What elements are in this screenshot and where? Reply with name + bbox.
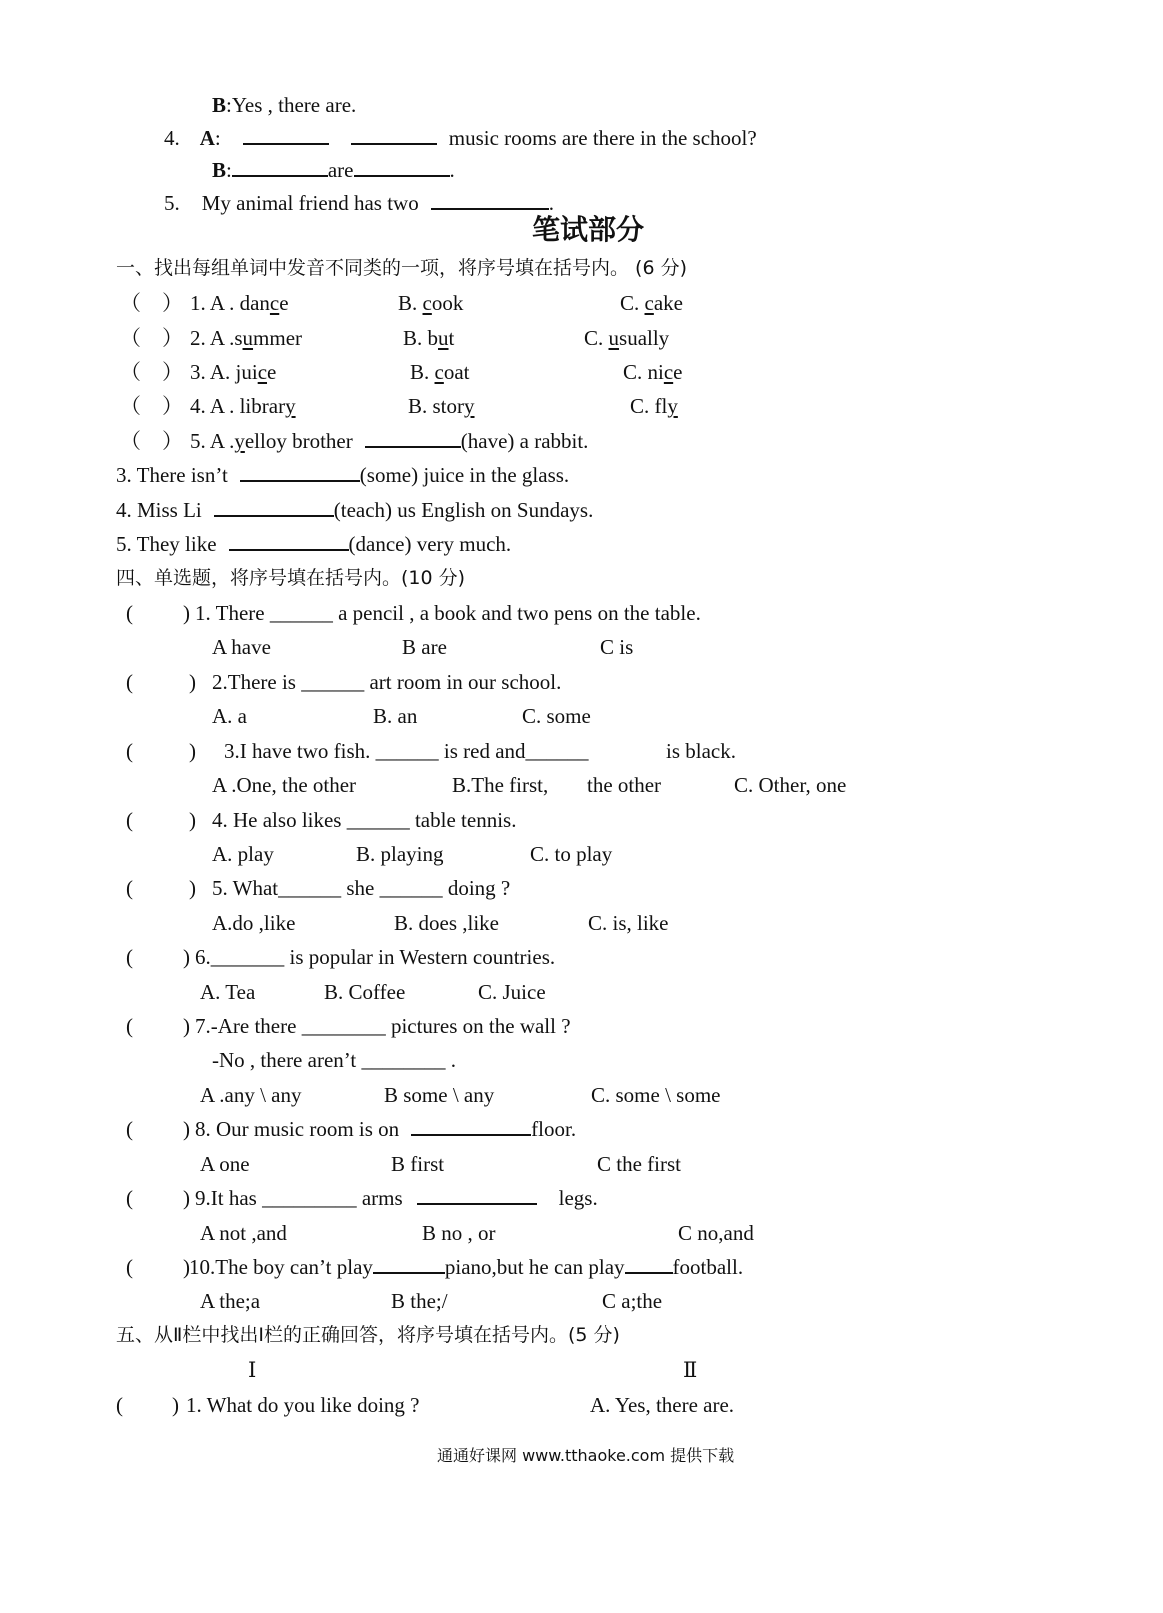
q3-bracket-close: ): [189, 739, 196, 763]
question-number: 4.: [164, 126, 180, 150]
q8-tail: floor.: [531, 1117, 577, 1141]
option-text: (have) a rabbit.: [460, 429, 589, 453]
phonics-item-4: [120, 396, 183, 417]
q6-option-b[interactable]: B. Coffee: [324, 980, 406, 1004]
fill-line-4: [116, 500, 593, 521]
fill-text: 3. There isn’t: [116, 463, 228, 487]
phonics-1-option-c: [620, 293, 683, 314]
q4-bracket-open[interactable]: (: [126, 808, 133, 832]
q2-bracket-close: ): [189, 670, 196, 694]
option-text: 4. A . librar: [190, 394, 286, 418]
q5-option-b[interactable]: B. does ,like: [394, 911, 499, 935]
q8-bracket-close: ): [183, 1117, 190, 1141]
option-text: 3. A. jui: [190, 360, 258, 384]
q6-option-a[interactable]: A. Tea: [200, 980, 256, 1004]
speaker-b: B: [212, 158, 227, 182]
section-title: 笔试部分: [532, 213, 645, 246]
option-text: C.: [620, 291, 645, 315]
q6-bracket-close: ): [183, 945, 190, 969]
q10-blank-2[interactable]: [625, 1271, 673, 1274]
q3-option-c[interactable]: C. Other, one: [734, 773, 847, 797]
option-text: 1. A . dan: [190, 291, 270, 315]
match-answer-a: A. Yes, there are.: [590, 1393, 735, 1417]
underlined-letter: u: [438, 326, 449, 350]
column-1-label: Ⅰ: [248, 1358, 257, 1382]
q9-tail: legs.: [558, 1186, 598, 1210]
q8-option-b[interactable]: B first: [391, 1152, 445, 1176]
q9-stem: 9.It has _________ arms: [195, 1186, 403, 1210]
q4-bracket-close: ): [189, 808, 196, 832]
blank-dance[interactable]: [229, 548, 349, 551]
match-q1-bracket-open[interactable]: (: [116, 1393, 123, 1417]
option-text: 2. A .s: [190, 326, 243, 350]
phonics-4-option-a: [190, 396, 296, 417]
option-text: t: [448, 326, 455, 350]
fill-text: (teach) us English on Sundays.: [333, 498, 594, 522]
q10-bracket-open[interactable]: (: [126, 1255, 133, 1279]
underlined-letter: c: [644, 291, 654, 315]
are-text: are: [327, 158, 354, 182]
underlined-letter: c: [434, 360, 444, 384]
phonics-item-1: [120, 293, 183, 314]
q7-bracket-open[interactable]: (: [126, 1014, 133, 1038]
q8-stem: 8. Our music room is on: [195, 1117, 400, 1141]
phonics-3-option-c: [623, 362, 683, 383]
q7-option-a[interactable]: A .any \ any: [200, 1083, 302, 1107]
q9-line: [195, 1188, 598, 1209]
answer-bracket[interactable]: （ ）: [120, 326, 183, 350]
q2-option-b[interactable]: B. an: [373, 704, 418, 728]
option-text: mmer: [253, 326, 303, 350]
blank-3[interactable]: [232, 174, 328, 177]
q10-line: [189, 1257, 743, 1278]
q2-option-a[interactable]: A. a: [212, 704, 247, 728]
q6-stem: 6._______ is popular in Western countries.: [195, 945, 556, 969]
option-text: C. ni: [623, 360, 664, 384]
q10-option-b[interactable]: B the;/: [391, 1289, 448, 1313]
q5-option-c[interactable]: C. is, like: [588, 911, 669, 935]
underlined-letter: y: [285, 394, 296, 418]
q4-option-a[interactable]: A. play: [212, 842, 274, 866]
fill-line-5: [116, 534, 511, 555]
q1-option-b[interactable]: B are: [402, 635, 447, 659]
phonics-item-2: [120, 328, 183, 349]
q9-option-a[interactable]: A not ,and: [200, 1221, 287, 1245]
option-text: ook: [431, 291, 464, 315]
q7-stem: 7.-Are there ________ pictures on the wall ?: [195, 1014, 571, 1038]
blank-2[interactable]: [351, 142, 437, 145]
underlined-letter: c: [422, 291, 432, 315]
q2-stem: 2.There is ______ art room in our school.: [212, 670, 562, 694]
q2-bracket-open[interactable]: (: [126, 670, 133, 694]
blank-teach[interactable]: [214, 514, 334, 517]
phonics-2-option-b: [403, 328, 454, 349]
fill-text: 5. They like: [116, 532, 217, 556]
q10-stem: 10.The boy can’t play: [189, 1255, 373, 1279]
answer-bracket[interactable]: （ ）: [120, 360, 183, 384]
question-text: My animal friend has two: [201, 191, 419, 215]
blank-4[interactable]: [354, 174, 450, 177]
q1-stem: 1. There ______ a pencil , a book and two pens on the table.: [195, 601, 701, 625]
q1-option-a[interactable]: A have: [212, 635, 271, 659]
q4-stem: 4. He also likes ______ table tennis.: [212, 808, 517, 832]
option-text: C. fl: [630, 394, 668, 418]
q8-blank[interactable]: [411, 1133, 531, 1136]
match-q1-text: 1. What do you like doing ?: [186, 1393, 420, 1417]
answer-bracket[interactable]: （ ）: [120, 291, 183, 315]
q10-bracket-close: ): [183, 1255, 190, 1279]
option-text: ake: [653, 291, 683, 315]
phonics-1-option-a: [190, 293, 289, 314]
q8-line: [195, 1119, 576, 1140]
q8-option-a[interactable]: A one: [200, 1152, 250, 1176]
option-text: B.: [398, 291, 423, 315]
underlined-letter: c: [663, 360, 674, 384]
option-text: e: [673, 360, 683, 384]
q10-blank-1[interactable]: [373, 1271, 445, 1274]
q5-bracket-open[interactable]: (: [126, 876, 133, 900]
q9-bracket-open[interactable]: (: [126, 1186, 133, 1210]
option-text: C.: [584, 326, 609, 350]
blank-have[interactable]: [365, 445, 461, 448]
q9-bracket-close: ): [183, 1186, 190, 1210]
q3-stem: 3.I have two fish. ______ is red and______: [224, 739, 589, 763]
q9-blank[interactable]: [417, 1202, 537, 1205]
section-1-heading: 一、找出每组单词中发音不同类的一项，将序号填在括号内。 (6 分): [116, 257, 687, 279]
option-text: elloy brother: [244, 429, 353, 453]
phonics-2-option-c: [584, 328, 669, 349]
q1-option-c[interactable]: C is: [600, 635, 634, 659]
blank-some[interactable]: [240, 479, 360, 482]
q7-option-c[interactable]: C. some \ some: [591, 1083, 721, 1107]
q7-option-b[interactable]: B some \ any: [384, 1083, 495, 1107]
q6-option-c[interactable]: C. Juice: [478, 980, 546, 1004]
q1-bracket-close: ): [183, 601, 190, 625]
question-5-line: [164, 193, 554, 214]
phonics-4-option-b: [408, 396, 475, 417]
q4-option-c[interactable]: C. to play: [530, 842, 613, 866]
option-text: B. b: [403, 326, 439, 350]
underlined-letter: u: [608, 326, 620, 350]
option-text: B. stor: [408, 394, 465, 418]
q10-option-a[interactable]: A the;a: [200, 1289, 261, 1313]
q4-option-b[interactable]: B. playing: [356, 842, 444, 866]
option-text: e: [267, 360, 277, 384]
q8-bracket-open[interactable]: (: [126, 1117, 133, 1141]
phonics-3-option-a: [190, 362, 276, 383]
column-2-label: Ⅱ: [683, 1358, 698, 1382]
fill-text: 4. Miss Li: [116, 498, 202, 522]
answer-bracket[interactable]: （ ）: [120, 429, 183, 453]
question-4b-line: [212, 160, 455, 181]
speaker-b: B: [212, 93, 227, 117]
fill-text: (some) juice in the glass.: [359, 463, 570, 487]
answer-line-b: [212, 95, 356, 116]
q6-bracket-open[interactable]: (: [126, 945, 133, 969]
option-text: oat: [443, 360, 470, 384]
question-number: 5.: [164, 191, 180, 215]
underlined-letter: y: [234, 429, 245, 453]
underlined-letter: c: [269, 291, 280, 315]
question-text: music rooms are there in the school?: [448, 126, 757, 150]
option-text: B.: [410, 360, 435, 384]
speaker-a: A: [199, 126, 215, 150]
q10-option-c[interactable]: C a;the: [602, 1289, 663, 1313]
q9-option-b[interactable]: B no , or: [422, 1221, 496, 1245]
fill-line-3: [116, 465, 569, 486]
fill-text: (dance) very much.: [348, 532, 512, 556]
phonics-1-option-b: [398, 293, 463, 314]
blank-1[interactable]: [243, 142, 329, 145]
q7-bracket-close: ): [183, 1014, 190, 1038]
period: .: [449, 158, 455, 182]
q5-stem: 5. What______ she ______ doing ?: [212, 876, 511, 900]
phonics-item-5: [120, 431, 183, 452]
phonics-3-option-b: [410, 362, 470, 383]
page-footer: 通通好课网 www.tthaoke.com 提供下载: [437, 1446, 735, 1465]
colon: :: [214, 126, 221, 150]
answer-bracket[interactable]: （ ）: [120, 394, 183, 418]
q5-option-a[interactable]: A.do ,like: [212, 911, 296, 935]
q2-option-c[interactable]: C. some: [522, 704, 591, 728]
option-text: 5. A .: [190, 429, 235, 453]
blank-5[interactable]: [431, 207, 549, 210]
q3-option-a[interactable]: A .One, the other: [212, 773, 357, 797]
underlined-letter: y: [464, 394, 475, 418]
option-text: e: [279, 291, 289, 315]
phonics-2-option-a: [190, 328, 302, 349]
q7-stem-line2: -No , there aren’t ________ .: [212, 1048, 456, 1072]
match-q1-bracket-close: ): [172, 1393, 179, 1417]
q8-option-c[interactable]: C the first: [597, 1152, 681, 1176]
option-text: sually: [619, 326, 670, 350]
q10-mid: piano,but he can play: [444, 1255, 625, 1279]
q3-option-b[interactable]: B.The first,: [452, 773, 549, 797]
q5-bracket-close: ): [189, 876, 196, 900]
question-4-line: [164, 128, 757, 149]
q3-stem-end: is black.: [666, 739, 736, 763]
section-4-heading: 四、单选题，将序号填在括号内。(10 分): [116, 567, 466, 589]
underlined-letter: y: [667, 394, 678, 418]
phonics-4-option-c: [630, 396, 678, 417]
phonics-5-line: [190, 431, 588, 452]
answer-text: :Yes , there are.: [226, 93, 357, 117]
period: .: [548, 191, 554, 215]
underlined-letter: c: [257, 360, 268, 384]
q9-option-c[interactable]: C no,and: [678, 1221, 754, 1245]
section-5-heading: 五、从Ⅱ栏中找出Ⅰ栏的正确回答，将序号填在括号内。(5 分): [116, 1324, 620, 1346]
colon: :: [226, 158, 232, 182]
phonics-item-3: [120, 362, 183, 383]
q1-bracket-open[interactable]: (: [126, 601, 133, 625]
q3-bracket-open[interactable]: (: [126, 739, 133, 763]
q3-option-b-cont: the other: [587, 773, 662, 797]
underlined-letter: u: [242, 326, 254, 350]
q10-tail: football.: [672, 1255, 744, 1279]
